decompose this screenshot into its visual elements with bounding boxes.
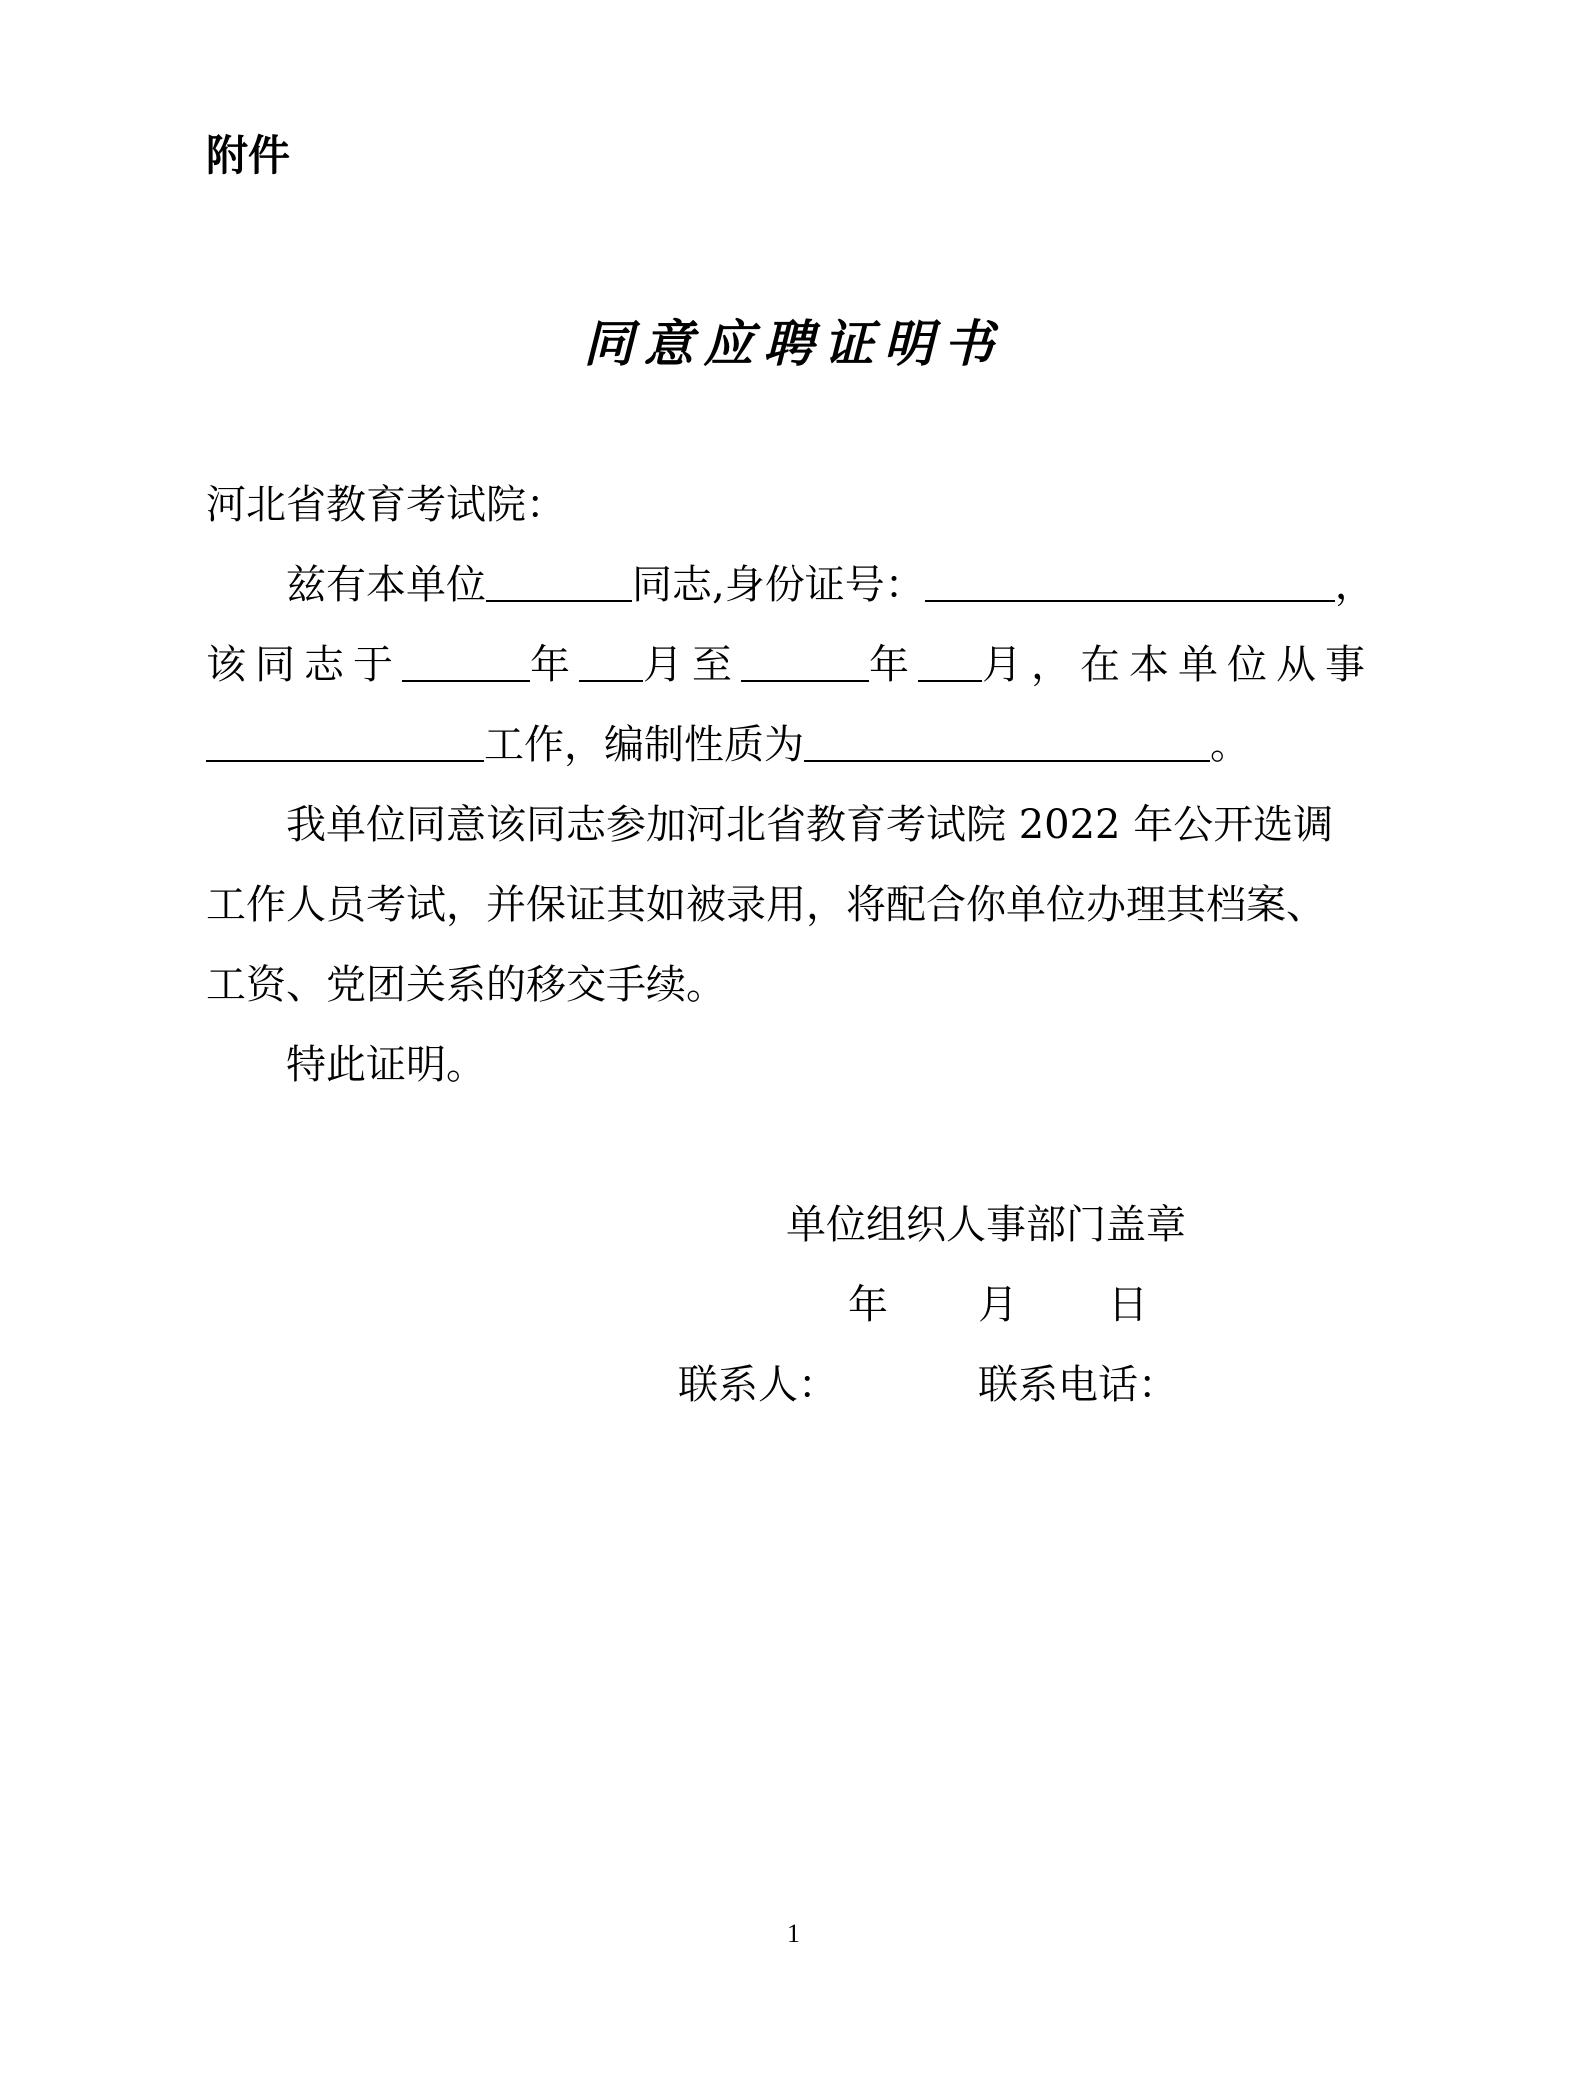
para1-line1 xyxy=(286,560,1468,610)
engaged-text: ，在本单位从事 xyxy=(1031,642,1374,688)
staffing-nature-blank[interactable] xyxy=(804,720,1210,762)
start-month-blank[interactable] xyxy=(579,640,643,682)
end-month-blank[interactable] xyxy=(918,640,982,682)
para2-line1: 我单位同意该同志参加河北省教育考试院 2022 年公开选调 xyxy=(286,802,1334,848)
comma-text: ， xyxy=(1334,562,1375,608)
document-title: 同意应聘证明书 xyxy=(583,314,1004,373)
work-text: 工作，编制性质为 xyxy=(484,722,804,768)
period-text: 。 xyxy=(1210,722,1250,768)
comrade-id-text: 同志,身份证号： xyxy=(632,562,925,608)
closing-text: 特此证明。 xyxy=(286,1042,486,1088)
contact-person-label: 联系人： xyxy=(678,1362,838,1408)
year-text: 年 xyxy=(530,642,579,688)
para2-line2: 工作人员考试，并保证其如被录用，将配合你单位办理其档案、 xyxy=(206,882,1326,928)
sign-day-label: 日 xyxy=(1108,1282,1148,1328)
work-type-blank[interactable] xyxy=(206,720,484,762)
sign-month-label: 月 xyxy=(978,1282,1018,1328)
sign-year-label: 年 xyxy=(848,1282,888,1328)
para1-line2 xyxy=(206,640,1388,690)
dept-stamp-label: 单位组织人事部门盖章 xyxy=(786,1202,1186,1248)
contact-phone-label: 联系电话： xyxy=(978,1362,1178,1408)
id-number-blank[interactable] xyxy=(925,560,1335,602)
name-blank[interactable] xyxy=(486,560,632,602)
month-text: 月 xyxy=(643,642,692,688)
para2-line3: 工资、党团关系的移交手续。 xyxy=(206,962,726,1008)
attachment-label: 附件 xyxy=(206,131,291,180)
page-number: 1 xyxy=(787,1919,800,1948)
from-text: 该同志于 xyxy=(206,642,402,688)
intro-text: 兹有本单位 xyxy=(286,562,486,608)
end-year-blank[interactable] xyxy=(741,640,869,682)
para1-line3 xyxy=(206,720,1388,770)
month2-text: 月 xyxy=(982,642,1031,688)
start-year-blank[interactable] xyxy=(402,640,530,682)
addressee: 河北省教育考试院： xyxy=(206,482,566,528)
to-text: 至 xyxy=(692,642,741,688)
year2-text: 年 xyxy=(869,642,918,688)
